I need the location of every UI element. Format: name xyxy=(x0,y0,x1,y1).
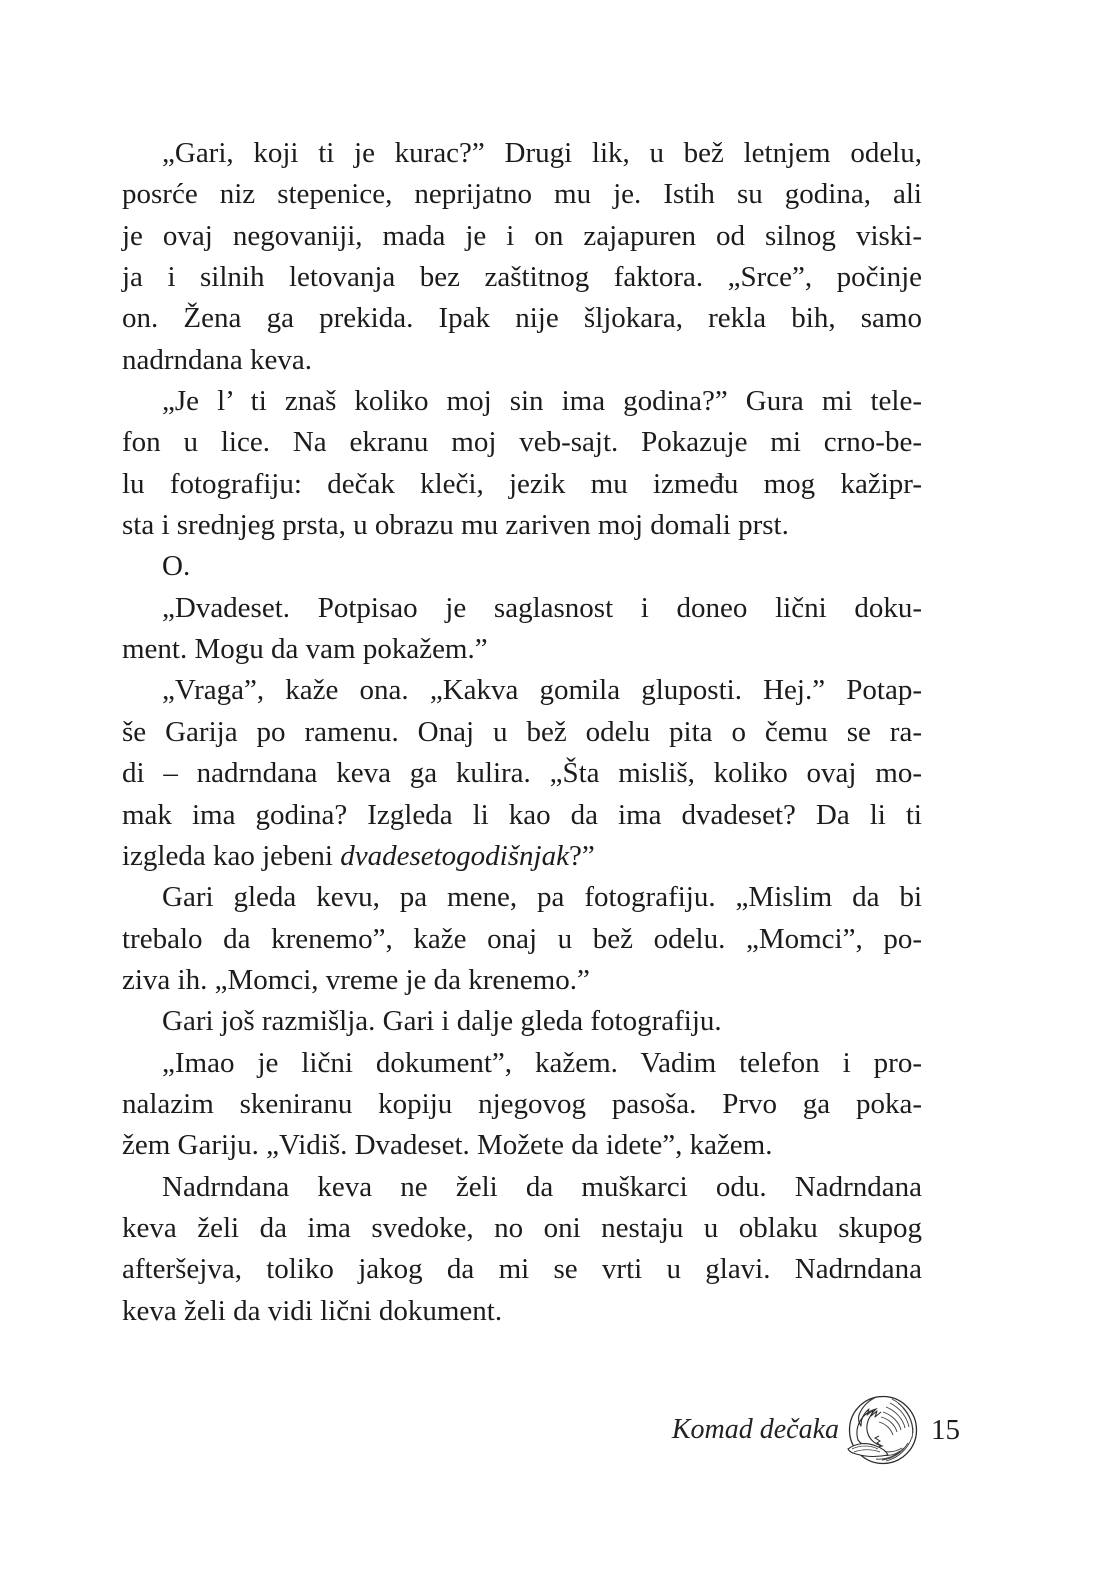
text-line: O. xyxy=(162,550,191,583)
text-line: sta i srednjeg prsta, u obrazu mu zariven moj domali prst. xyxy=(122,509,789,542)
wave-icon xyxy=(846,1393,920,1467)
text-line: keva želi da vidi lični dokument. xyxy=(122,1294,503,1327)
text-line: ja i silnih letovanja bez zaštitnog faktora. „Srce”, počinje xyxy=(122,261,922,294)
text-line: „Vraga”, kaže ona. „Kakva gomila gluposti. Hej.” Potap- xyxy=(162,674,922,707)
text-line: še Garija po ramenu. Onaj u bež odelu pita o čemu se ra- xyxy=(122,715,922,748)
text-line: fon u lice. Na ekranu moj veb-sajt. Pokazuje mi crno-be- xyxy=(122,426,922,459)
paragraph xyxy=(122,133,922,381)
text-line: mak ima godina? Izgleda li kao da ima dvadeset? Da li ti xyxy=(122,798,922,831)
text-line: „Je l’ ti znaš koliko moj sin ima godina?” Gura mi tele- xyxy=(162,385,922,418)
paragraph xyxy=(122,877,922,1001)
text-line: „Dvadeset. Potpisao je saglasnost i doneo lični doku- xyxy=(162,591,922,624)
text-line: je ovaj negovaniji, mada je i on zajapuren od silnog viski- xyxy=(122,219,922,252)
text-line: „Gari, koji ti je kurac?” Drugi lik, u bež letnjem odelu, xyxy=(162,137,922,169)
page-footer xyxy=(122,1393,960,1467)
text-line: nalazim skeniranu kopiju njegovog pasoša. Prvo ga poka- xyxy=(122,1087,922,1120)
text-line: Nadrndana keva ne želi da muškarci odu. Nadrndana xyxy=(162,1170,922,1203)
text-line: ment. Mogu da vam pokažem.” xyxy=(122,633,488,666)
text-line: „Imao je lični dokument”, kažem. Vadim telefon i pro- xyxy=(162,1046,922,1079)
paragraph xyxy=(122,546,922,587)
text-line: ziva ih. „Momci, vreme je da krenemo.” xyxy=(122,963,590,996)
paragraph xyxy=(122,381,922,546)
paragraph xyxy=(122,1167,922,1332)
paragraph xyxy=(122,1001,922,1042)
text-line: nadrndana keva. xyxy=(122,343,313,376)
text-line: lu fotografiju: dečak kleči, jezik mu između mog kažipr- xyxy=(122,467,922,500)
text-line: izgleda kao jebeni dvadesetogodišnjak?” xyxy=(122,839,595,872)
text-line: Gari još razmišlja. Gari i dalje gleda fotografiju. xyxy=(162,1005,722,1038)
text-line: on. Žena ga prekida. Ipak nije šljokara, rekla bih, samo xyxy=(122,302,922,335)
text-line: afteršejva, toliko jakog da mi se vrti u glavi. Nadrndana xyxy=(122,1253,922,1286)
text-line: keva želi da ima svedoke, no oni nestaju u oblaku skupog xyxy=(122,1211,922,1244)
page-text xyxy=(122,133,922,1332)
text-line: žem Gariju. „Vidiš. Dvadeset. Možete da idete”, kažem. xyxy=(122,1129,773,1162)
paragraph xyxy=(122,588,922,671)
text-line: trebalo da krenemo”, kaže onaj u bež odelu. „Momci”, po- xyxy=(122,922,922,955)
text-line: posrće niz stepenice, neprijatno mu je. Istih su godina, ali xyxy=(122,178,922,211)
paragraph xyxy=(122,670,922,877)
running-title: Komad dečaka xyxy=(671,1414,839,1445)
text-line: di – nadrndana keva ga kulira. „Šta misliš, koliko ovaj mo- xyxy=(122,757,922,790)
text-line: Gari gleda kevu, pa mene, pa fotografiju. „Mislim da bi xyxy=(162,881,922,914)
paragraph xyxy=(122,1043,922,1167)
page-number: 15 xyxy=(931,1413,960,1446)
